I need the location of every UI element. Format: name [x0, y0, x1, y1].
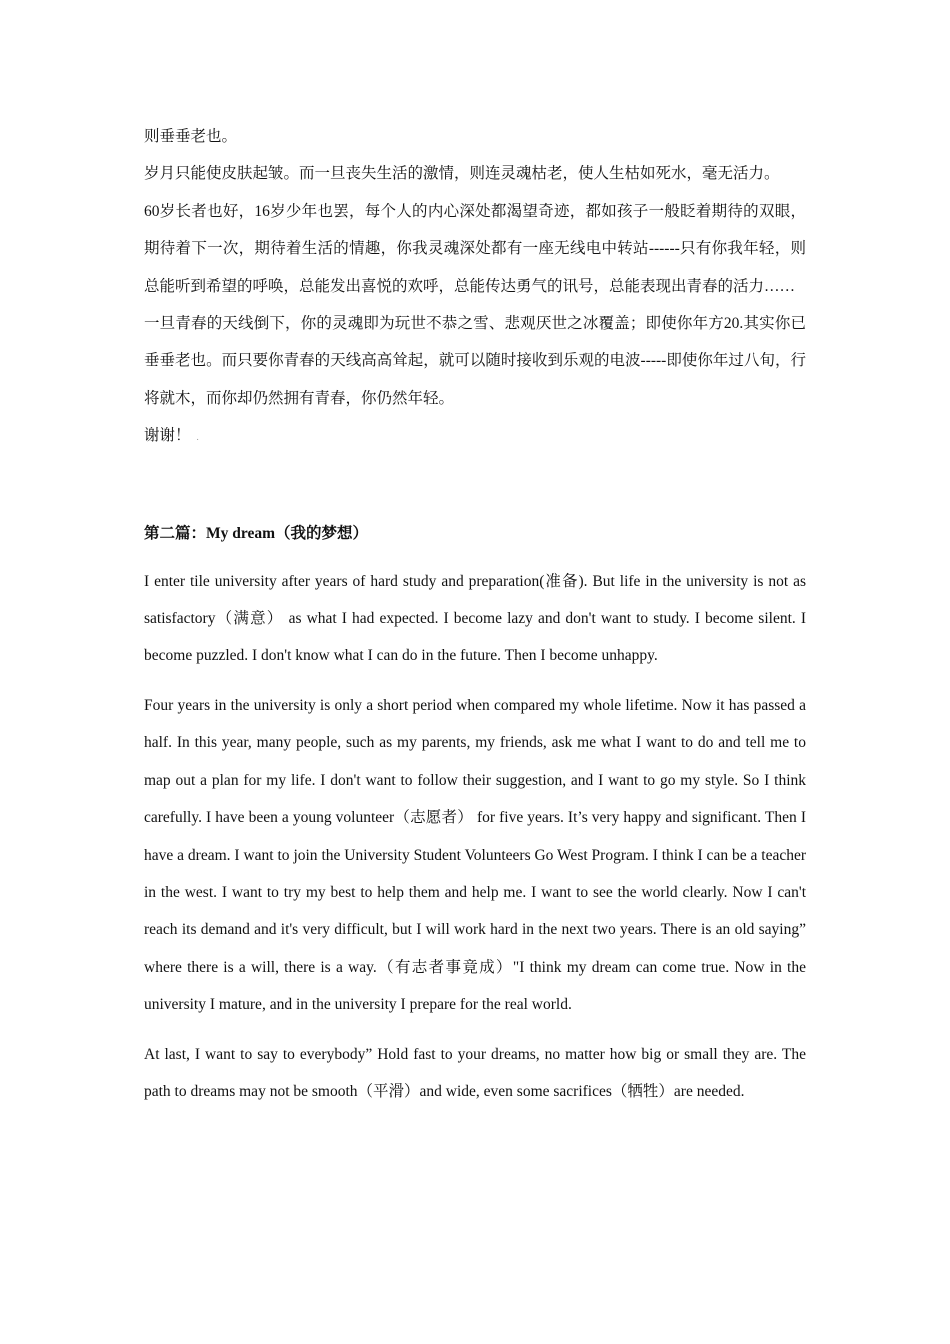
paragraph: Four years in the university is only a short period when compared my whole lifetime. Now it has passed a half. In this year, many people, such as my parents, my friends, ask me what I want to do and tell me to map out a plan for my life. I don't want to follow their suggestion, and I want to go my style. So I think carefully. I have been a young volunteer（志愿者） for five years. It’s very happy and significant. Then I have a dream. I want to join the University Student Volunteers Go West Program. I think I can be a teacher in the west. I want to try my best to help them and help me. I want to see the world clearly. Now I can't reach its demand and it's very difficult, but I will work hard in the next two years. There is an old saying” where there is a will, there is a way.（有志者事竟成）"I think my dream can come true. Now in the university I mature, and in the university I prepare for the real world.: [144, 696, 806, 1014]
thanks-line: [144, 417, 806, 456]
paragraph: 一旦青春的天线倒下，你的灵魂即为玩世不恭之雪、悲观厌世之冰覆盖；即使你年方20.其实你已垂垂老也。而只要你青春的天线高高耸起，就可以随时接收到乐观的电波-----即使你年过八旬，行将就木，而你却仍然拥有青春，你仍然年轻。: [144, 315, 806, 407]
document-page: [144, 118, 806, 1110]
section-title: 第二篇：My dream（我的梦想）: [144, 524, 369, 542]
paragraph: At last, I want to say to everybody” Hold fast to your dreams, no matter how big or small they are. The path to dreams may not be smooth（平滑）and wide, even some sacrifices（牺牲）are needed.: [144, 1045, 806, 1100]
thanks-text: 谢谢！: [144, 427, 191, 445]
paragraph: 岁月只能使皮肤起皱。而一旦丧失生活的激情，则连灵魂枯老，使人生枯如死水，毫无活力。: [144, 165, 780, 183]
paragraph: 60岁长者也好，16岁少年也罢，每个人的内心深处都渴望奇迹，都如孩子一般眨着期待的双眼，期待着下一次，期待着生活的情趣，你我灵魂深处都有一座无线电中转站------只有你我年轻，则总能听到希望的呼唤，总能发出喜悦的欢呼，总能传达勇气的讯号，总能表现出青春的活力……: [144, 202, 806, 295]
paragraph: I enter tile university after years of hard study and preparation(准备). But life in the university is not as satisfactory（满意） as what I had expected. I become lazy and don't want to study. I become silent. I become puzzled. I don't know what I can do in the future. Then I become unhappy.: [144, 572, 806, 665]
paragraph: 则垂垂老也。: [144, 128, 238, 145]
paragraph-mark-icon: .: [196, 432, 199, 443]
